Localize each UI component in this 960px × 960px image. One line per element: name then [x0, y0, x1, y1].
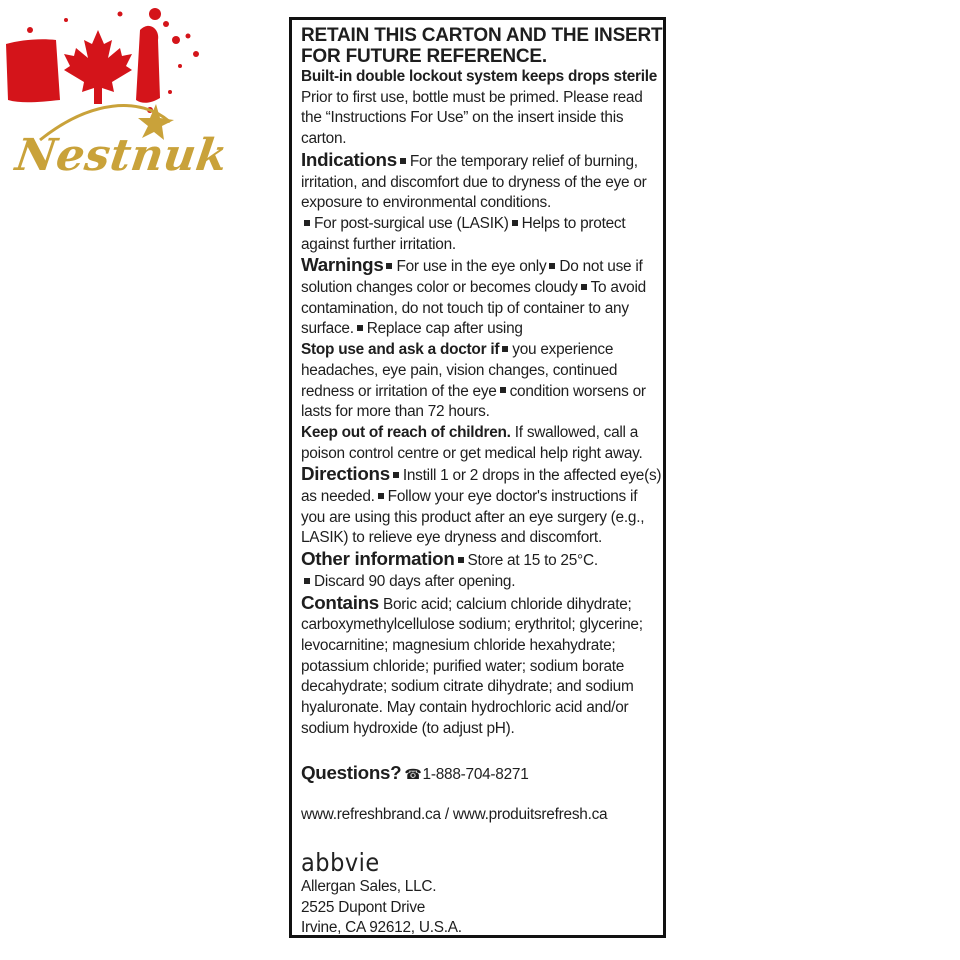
stop-use-item: condition worsens or lasts for more than 72 hours. [301, 382, 646, 421]
bullet-icon [502, 346, 508, 352]
bullet-icon [378, 493, 384, 499]
other-info-section [301, 549, 665, 592]
warnings-item: Replace cap after using [366, 320, 523, 338]
warnings-item: To avoid contamination, do not touch tip of container to any surface. [301, 279, 646, 338]
bullet-icon [357, 325, 363, 331]
indications-heading: Indications [301, 148, 397, 170]
phone-icon: ☎ [404, 765, 422, 782]
lockout-note: Built-in double lockout system keeps drops sterile [301, 68, 658, 85]
bullet-icon [304, 220, 310, 226]
website-links[interactable]: www.refreshbrand.ca / www.produitsrefresh.ca [301, 806, 608, 824]
bullet-icon [549, 263, 555, 269]
stop-use-heading: Stop use and ask a doctor if [301, 341, 500, 359]
bullet-icon [512, 220, 518, 226]
other-info-item: Discard 90 days after opening. [314, 572, 516, 590]
warnings-heading: Warnings [301, 254, 384, 276]
directions-heading: Directions [301, 463, 390, 485]
bullet-icon [386, 263, 392, 269]
contains-text: Boric acid; calcium chloride dihydrate; carboxymethylcellulose sodium; erythritol; glycerine; levocarnitine; magnesium chloride hexahydrate; potassium chloride; purified water; sodium borate decahydrate; sodium citrate dihydrate; and sodium hyaluronate. May contain hydrochloric acid and/or sodium hydroxide (to adjust pH). [301, 595, 643, 737]
keep-out-section [301, 423, 665, 464]
street-address: 2525 Dupont Drive [301, 898, 426, 916]
keep-out-heading: Keep out of reach of children. [301, 423, 511, 441]
city-address: Irvine, CA 92612, U.S.A. [301, 919, 462, 937]
indications-section [301, 150, 665, 256]
keep-out-text: If swallowed, call a poison control centre or get medical help right away. [301, 423, 643, 462]
indications-item: For post-surgical use (LASIK) [314, 214, 509, 232]
bullet-icon [581, 284, 587, 290]
other-info-heading: Other information [301, 548, 455, 570]
contains-heading: Contains [301, 591, 379, 613]
company-name: Allergan Sales, LLC. [301, 877, 437, 895]
bullet-icon [393, 472, 399, 478]
drug-facts-panel [289, 17, 666, 938]
stop-use-item: you experience headaches, eye pain, vision changes, continued redness or irritation of the eye [301, 341, 618, 400]
questions-line [301, 763, 665, 786]
prime-note: Prior to first use, bottle must be primed. Please read the “Instructions For Use” on the insert inside this carton. [301, 88, 643, 148]
warnings-item: For use in the eye only [396, 258, 547, 276]
abbvie-logo: abbvie [301, 847, 380, 877]
indications-item: For the temporary relief of burning, irritation, and discomfort due to dryness of the eye or exposure to environmental conditions. [301, 152, 647, 212]
logo-wordmark: Nestnuk [12, 130, 231, 181]
stop-use-section [301, 340, 665, 423]
other-info-item: Store at 15 to 25°C. [467, 552, 598, 570]
bullet-icon [458, 557, 464, 563]
bullet-icon [304, 578, 310, 584]
directions-item: Instill 1 or 2 drops in the affected eye(s) as needed. [301, 467, 662, 506]
bullet-icon [500, 387, 506, 393]
indications-item: Helps to protect against further irritation. [301, 214, 626, 253]
nestnuk-logo [0, 0, 260, 200]
retain-notice: RETAIN THIS CARTON AND THE INSERT FOR FUTURE REFERENCE. [301, 25, 663, 67]
bullet-icon [400, 158, 406, 164]
address-block [301, 877, 665, 939]
contains-section [301, 593, 665, 740]
directions-item: Follow your eye doctor's instructions if you are using this product after an eye surgery (e.g., LASIK) to relieve eye dryness and discomfort. [301, 488, 645, 547]
warnings-item: Do not use if solution changes color or becomes cloudy [301, 258, 643, 297]
questions-heading: Questions? [301, 761, 402, 783]
directions-section [301, 464, 665, 549]
warnings-section [301, 255, 665, 340]
phone-number[interactable]: 1-888-704-8271 [422, 765, 529, 783]
